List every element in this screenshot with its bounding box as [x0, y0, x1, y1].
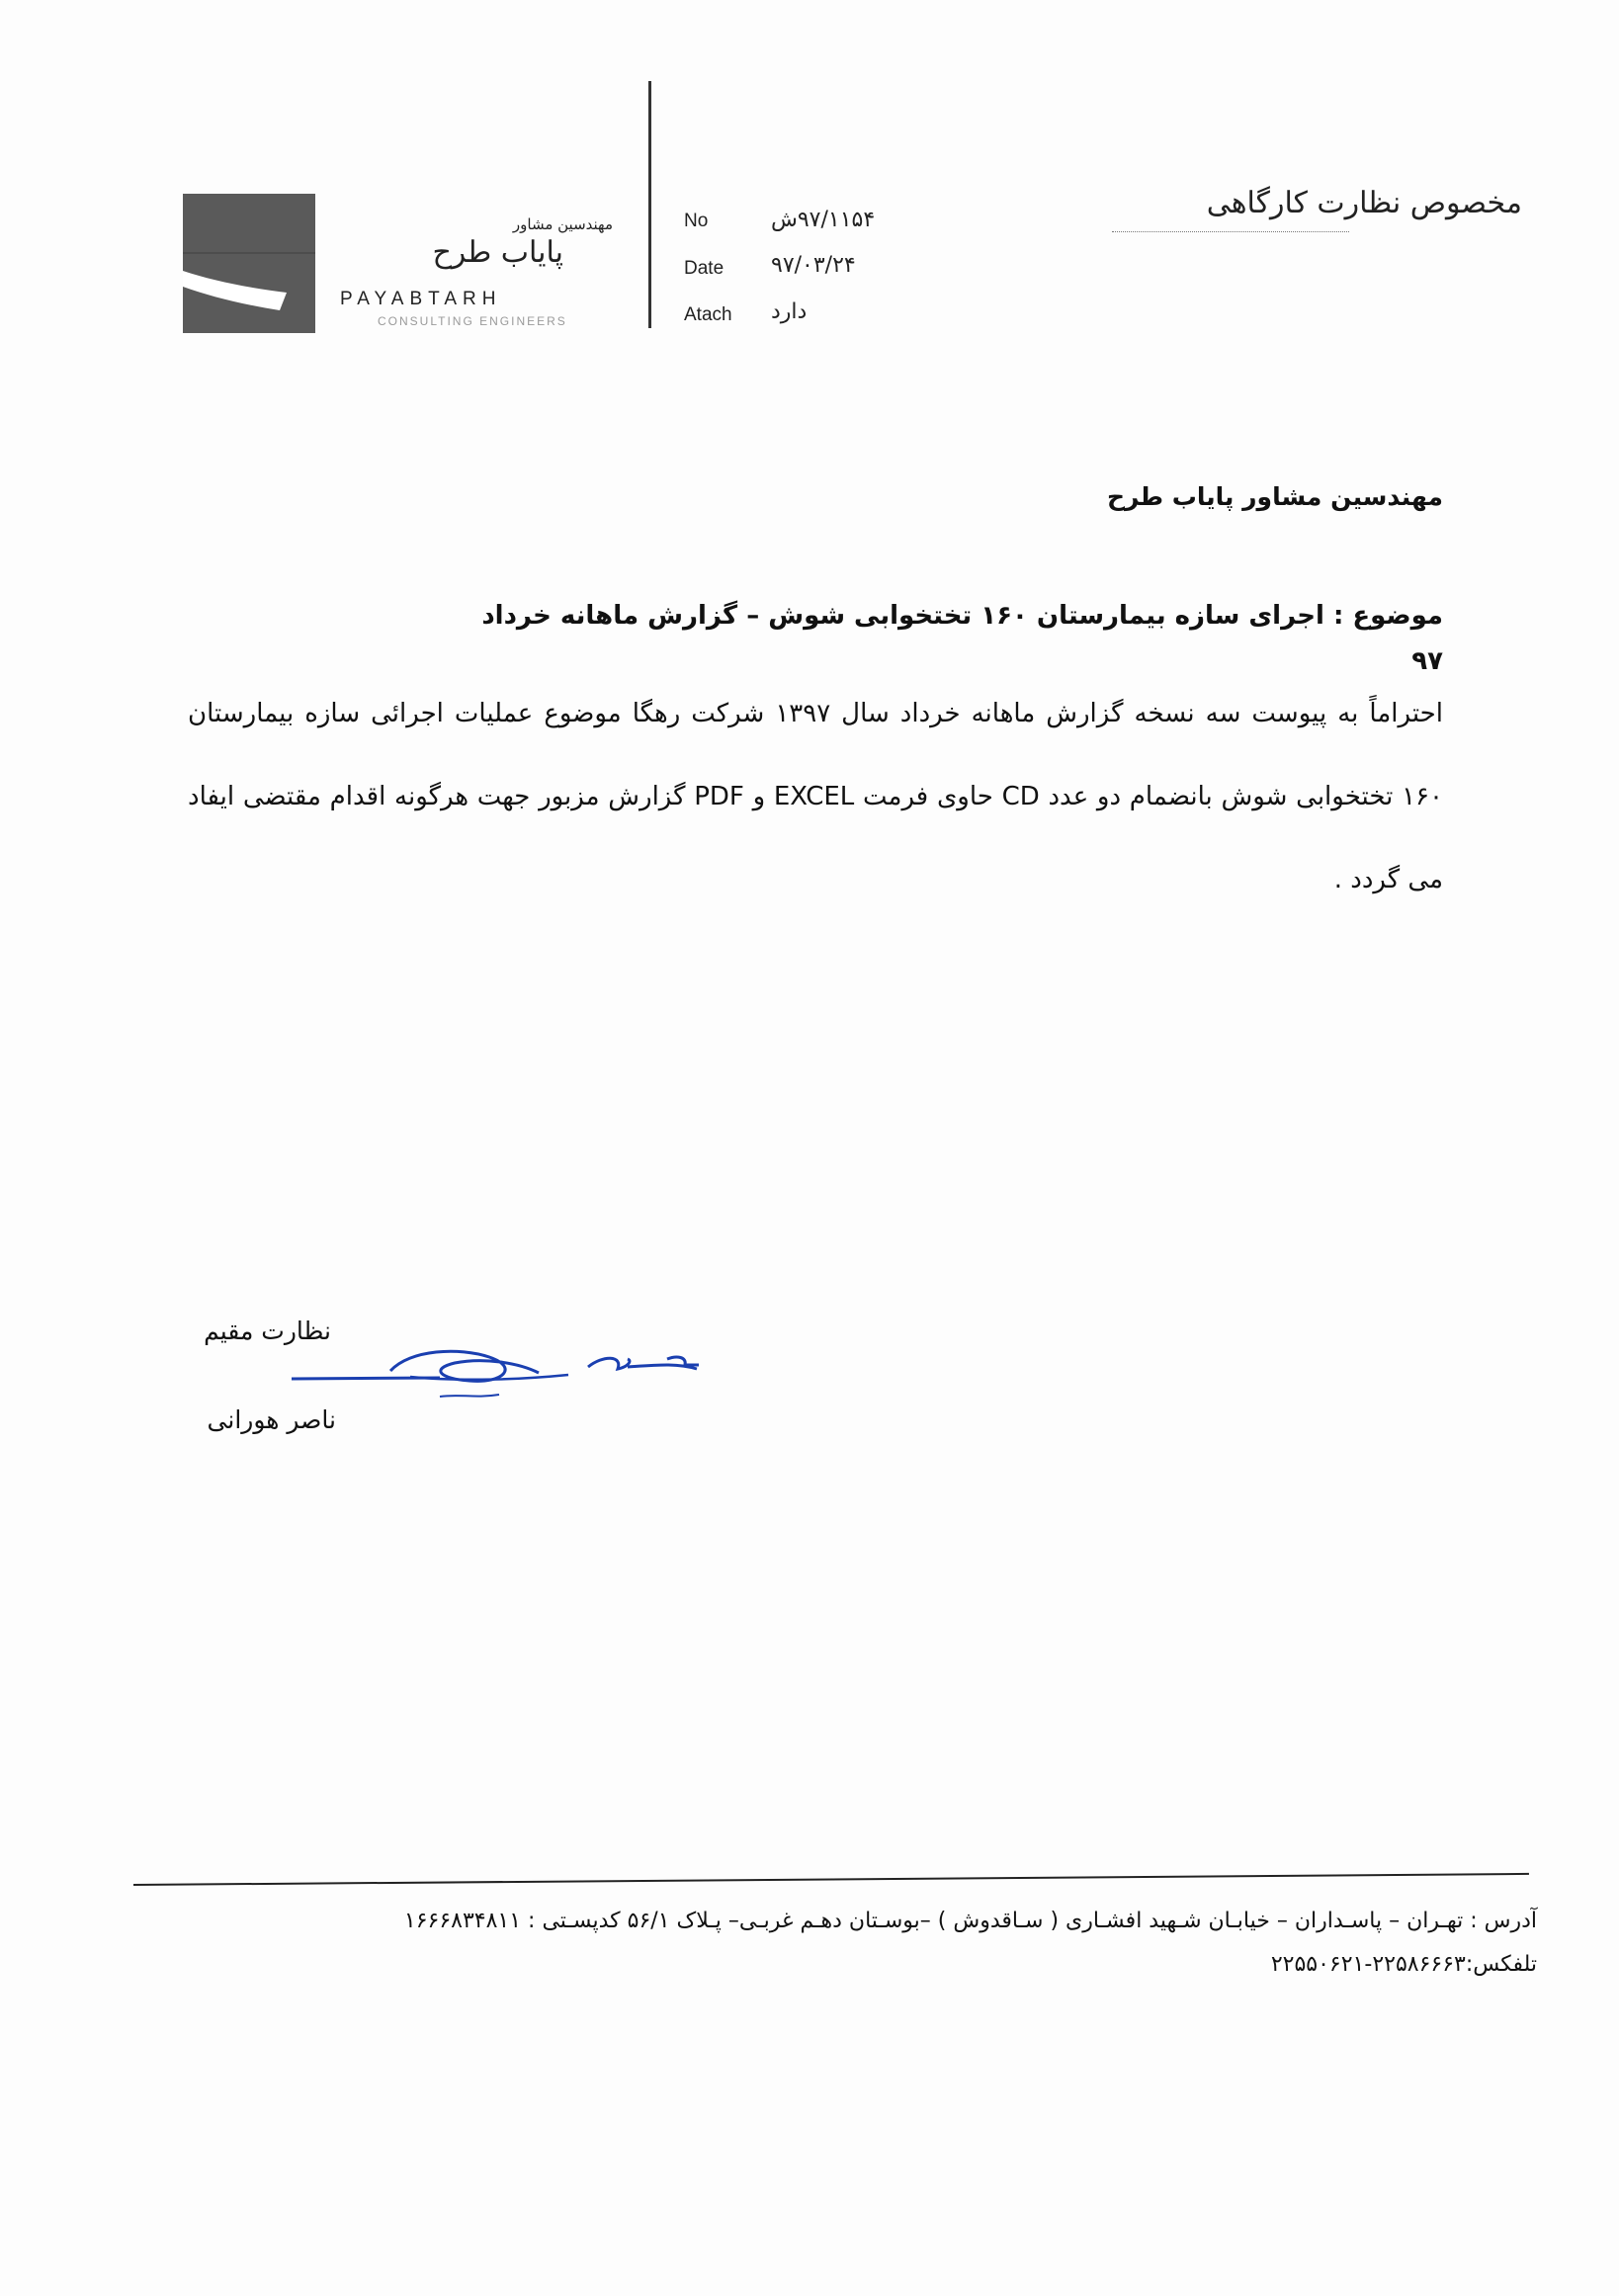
letter-subject: موضوع : اجرای سازه بیمارستان ۱۶۰ تختخوابی شوش – گزارش ماهانه خرداد ۹۷: [481, 601, 1443, 676]
company-name-prefix: مهندسین مشاور: [512, 215, 613, 233]
footer-address: [124, 1900, 1537, 1987]
recipient: مهندسین مشاور پایاب طرح: [1106, 482, 1443, 511]
address-line: آدرس : تهـران – پاسـداران – خیابـان شـهید افشـاری ( سـاقدوش ) –بوسـتان دهـم غربـی– پـلاک ۵۶/۱ کدپسـتی : ۱۶۶۶۸۳۴۸۱۱: [403, 1909, 1537, 1933]
letter-body: احتراماً به پیوست سه نسخه گزارش ماهانه خرداد سال ۱۳۹۷ شرکت رهگا موضوع عملیات اجرائی سازه بیمارستان ۱۶۰ تختخوابی شوش بانضمام دو عدد CD حاوی فرمت EXCEL و PDF گزارش مزبور جهت هرگونه اقدام مقتضی ایفاد می گردد .: [188, 699, 1443, 894]
confidential-underline: [1112, 231, 1349, 232]
company-logo: [183, 194, 315, 333]
letter-date-value: ۹۷/۰۳/۲۴: [771, 253, 856, 278]
letter-number-label: No: [684, 211, 709, 231]
company-name-english: PAYABTARH: [340, 289, 502, 309]
company-subtitle-english: CONSULTING ENGINEERS: [378, 314, 567, 328]
letter-number-value: ۹۷/۱۱۵۴ش: [771, 208, 876, 232]
phone-line: تلفکس:۲۲۵۸۶۶۶۳-۲۲۵۵۰۶۲۱: [1270, 1952, 1537, 1977]
letter-date-label: Date: [684, 258, 724, 279]
company-name-persian: پایاب طرح: [432, 235, 563, 270]
letter-attach-label: Atach: [684, 304, 732, 325]
signer-title: نظارت مقیم: [204, 1317, 331, 1345]
footer-rule: [133, 1873, 1529, 1886]
header-divider: [648, 81, 651, 328]
letter-attach-value: دارد: [771, 299, 808, 324]
confidential-stamp: مخصوص نظارت کارگاهی: [1206, 186, 1522, 220]
signer-name: ناصر هورانی: [207, 1405, 336, 1434]
handwritten-signature: [292, 1329, 746, 1408]
